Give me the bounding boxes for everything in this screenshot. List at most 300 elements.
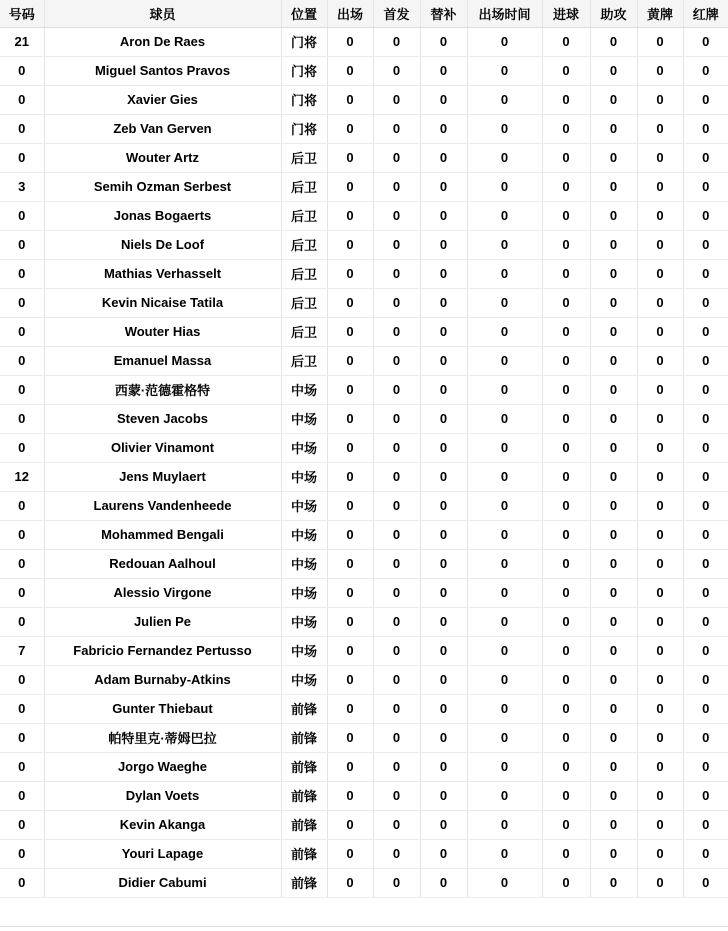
table-row [0,346,728,375]
table-row [0,491,728,520]
cell-red_cards: 0 [683,665,728,694]
cell-starts: 0 [373,201,420,230]
cell-assists: 0 [590,288,637,317]
cell-starts: 0 [373,636,420,665]
cell-minutes: 0 [467,346,542,375]
cell-starts: 0 [373,549,420,578]
cell-yellow_cards: 0 [637,752,683,781]
column-header-minutes: 出场时间 [467,0,542,27]
table-row [0,549,728,578]
table-body [0,27,728,897]
cell-minutes: 0 [467,404,542,433]
cell-red_cards: 0 [683,723,728,752]
cell-minutes: 0 [467,636,542,665]
cell-number: 0 [0,578,44,607]
cell-goals: 0 [542,375,590,404]
cell-appearances: 0 [327,433,373,462]
cell-subs: 0 [420,375,467,404]
cell-assists: 0 [590,636,637,665]
cell-number: 0 [0,114,44,143]
cell-player: Aron De Raes [44,27,281,56]
cell-minutes: 0 [467,549,542,578]
cell-minutes: 0 [467,520,542,549]
cell-number: 0 [0,288,44,317]
cell-goals: 0 [542,56,590,85]
cell-assists: 0 [590,491,637,520]
cell-position: 门将 [281,114,327,143]
cell-assists: 0 [590,172,637,201]
cell-assists: 0 [590,230,637,259]
cell-player: Wouter Artz [44,143,281,172]
cell-player: Niels De Loof [44,230,281,259]
cell-subs: 0 [420,404,467,433]
cell-subs: 0 [420,520,467,549]
table-row [0,636,728,665]
cell-minutes: 0 [467,27,542,56]
cell-starts: 0 [373,259,420,288]
cell-minutes: 0 [467,375,542,404]
cell-player: Dylan Voets [44,781,281,810]
cell-subs: 0 [420,346,467,375]
cell-assists: 0 [590,752,637,781]
cell-goals: 0 [542,636,590,665]
cell-subs: 0 [420,201,467,230]
cell-goals: 0 [542,549,590,578]
column-header-starts: 首发 [373,0,420,27]
cell-player: Kevin Nicaise Tatila [44,288,281,317]
cell-appearances: 0 [327,27,373,56]
cell-position: 前锋 [281,781,327,810]
cell-goals: 0 [542,346,590,375]
cell-starts: 0 [373,27,420,56]
cell-assists: 0 [590,520,637,549]
cell-goals: 0 [542,607,590,636]
cell-number: 0 [0,665,44,694]
cell-red_cards: 0 [683,810,728,839]
cell-yellow_cards: 0 [637,404,683,433]
cell-minutes: 0 [467,288,542,317]
cell-subs: 0 [420,868,467,897]
cell-assists: 0 [590,723,637,752]
cell-player: Wouter Hias [44,317,281,346]
table-row [0,259,728,288]
cell-subs: 0 [420,317,467,346]
table-row [0,433,728,462]
cell-assists: 0 [590,56,637,85]
cell-appearances: 0 [327,839,373,868]
cell-starts: 0 [373,85,420,114]
cell-yellow_cards: 0 [637,201,683,230]
table-row [0,752,728,781]
cell-minutes: 0 [467,259,542,288]
cell-number: 0 [0,810,44,839]
cell-position: 后卫 [281,288,327,317]
cell-number: 0 [0,375,44,404]
cell-number: 0 [0,868,44,897]
cell-number: 7 [0,636,44,665]
cell-yellow_cards: 0 [637,85,683,114]
cell-starts: 0 [373,143,420,172]
cell-number: 0 [0,317,44,346]
cell-yellow_cards: 0 [637,230,683,259]
cell-minutes: 0 [467,752,542,781]
cell-goals: 0 [542,317,590,346]
cell-number: 3 [0,172,44,201]
cell-subs: 0 [420,781,467,810]
cell-goals: 0 [542,810,590,839]
cell-starts: 0 [373,375,420,404]
cell-red_cards: 0 [683,578,728,607]
table-row [0,810,728,839]
cell-yellow_cards: 0 [637,56,683,85]
cell-position: 中场 [281,404,327,433]
column-header-goals: 进球 [542,0,590,27]
table-row [0,578,728,607]
table-row [0,27,728,56]
cell-assists: 0 [590,143,637,172]
cell-minutes: 0 [467,781,542,810]
cell-number: 0 [0,85,44,114]
cell-position: 后卫 [281,201,327,230]
cell-player: Alessio Virgone [44,578,281,607]
cell-appearances: 0 [327,810,373,839]
cell-appearances: 0 [327,520,373,549]
table-row [0,201,728,230]
cell-player: Redouan Aalhoul [44,549,281,578]
cell-red_cards: 0 [683,839,728,868]
cell-yellow_cards: 0 [637,114,683,143]
cell-subs: 0 [420,172,467,201]
table-row [0,56,728,85]
cell-assists: 0 [590,868,637,897]
cell-player: Zeb Van Gerven [44,114,281,143]
cell-position: 中场 [281,636,327,665]
cell-minutes: 0 [467,85,542,114]
cell-red_cards: 0 [683,607,728,636]
cell-yellow_cards: 0 [637,781,683,810]
cell-yellow_cards: 0 [637,288,683,317]
cell-number: 0 [0,259,44,288]
cell-starts: 0 [373,752,420,781]
cell-starts: 0 [373,694,420,723]
cell-player: Adam Burnaby-Atkins [44,665,281,694]
cell-yellow_cards: 0 [637,723,683,752]
cell-yellow_cards: 0 [637,172,683,201]
cell-player: Xavier Gies [44,85,281,114]
cell-assists: 0 [590,578,637,607]
cell-number: 12 [0,462,44,491]
cell-player: Olivier Vinamont [44,433,281,462]
cell-player: Mathias Verhasselt [44,259,281,288]
cell-yellow_cards: 0 [637,491,683,520]
cell-starts: 0 [373,230,420,259]
cell-subs: 0 [420,839,467,868]
cell-appearances: 0 [327,259,373,288]
cell-red_cards: 0 [683,288,728,317]
cell-red_cards: 0 [683,27,728,56]
cell-subs: 0 [420,636,467,665]
cell-minutes: 0 [467,143,542,172]
cell-assists: 0 [590,607,637,636]
cell-red_cards: 0 [683,549,728,578]
cell-red_cards: 0 [683,520,728,549]
cell-goals: 0 [542,27,590,56]
cell-assists: 0 [590,404,637,433]
table-row [0,172,728,201]
cell-goals: 0 [542,868,590,897]
cell-number: 0 [0,404,44,433]
cell-minutes: 0 [467,172,542,201]
cell-appearances: 0 [327,752,373,781]
table-row [0,520,728,549]
cell-subs: 0 [420,230,467,259]
cell-number: 0 [0,491,44,520]
cell-position: 后卫 [281,230,327,259]
cell-player: Fabricio Fernandez Pertusso [44,636,281,665]
table-header-row [0,0,728,27]
cell-appearances: 0 [327,143,373,172]
cell-position: 后卫 [281,172,327,201]
cell-subs: 0 [420,85,467,114]
table-row [0,317,728,346]
cell-appearances: 0 [327,375,373,404]
table-row [0,665,728,694]
cell-subs: 0 [420,607,467,636]
cell-subs: 0 [420,462,467,491]
cell-red_cards: 0 [683,433,728,462]
cell-minutes: 0 [467,810,542,839]
column-header-number: 号码 [0,0,44,27]
cell-number: 0 [0,839,44,868]
table-row [0,230,728,259]
cell-yellow_cards: 0 [637,520,683,549]
cell-red_cards: 0 [683,868,728,897]
cell-position: 前锋 [281,810,327,839]
cell-number: 0 [0,781,44,810]
cell-red_cards: 0 [683,56,728,85]
cell-minutes: 0 [467,578,542,607]
cell-minutes: 0 [467,607,542,636]
cell-player: Mohammed Bengali [44,520,281,549]
cell-goals: 0 [542,578,590,607]
cell-appearances: 0 [327,868,373,897]
cell-yellow_cards: 0 [637,636,683,665]
cell-position: 中场 [281,491,327,520]
cell-position: 中场 [281,433,327,462]
cell-assists: 0 [590,433,637,462]
cell-appearances: 0 [327,723,373,752]
cell-assists: 0 [590,781,637,810]
cell-minutes: 0 [467,317,542,346]
cell-red_cards: 0 [683,259,728,288]
cell-player: Laurens Vandenheede [44,491,281,520]
cell-position: 前锋 [281,868,327,897]
table-row [0,462,728,491]
cell-assists: 0 [590,201,637,230]
cell-red_cards: 0 [683,317,728,346]
cell-starts: 0 [373,433,420,462]
cell-minutes: 0 [467,491,542,520]
cell-position: 中场 [281,578,327,607]
cell-appearances: 0 [327,665,373,694]
table-row [0,868,728,897]
cell-subs: 0 [420,665,467,694]
cell-red_cards: 0 [683,694,728,723]
cell-appearances: 0 [327,636,373,665]
column-header-assists: 助攻 [590,0,637,27]
cell-goals: 0 [542,520,590,549]
cell-number: 0 [0,143,44,172]
cell-yellow_cards: 0 [637,317,683,346]
cell-starts: 0 [373,491,420,520]
cell-goals: 0 [542,288,590,317]
cell-appearances: 0 [327,491,373,520]
cell-red_cards: 0 [683,143,728,172]
cell-yellow_cards: 0 [637,433,683,462]
cell-minutes: 0 [467,230,542,259]
cell-player: Miguel Santos Pravos [44,56,281,85]
table-row [0,288,728,317]
cell-player: 西蒙·范德霍格特 [44,375,281,404]
cell-minutes: 0 [467,433,542,462]
cell-red_cards: 0 [683,201,728,230]
cell-position: 后卫 [281,317,327,346]
cell-starts: 0 [373,839,420,868]
cell-starts: 0 [373,665,420,694]
column-header-yellow_cards: 黄牌 [637,0,683,27]
table-row [0,85,728,114]
cell-subs: 0 [420,433,467,462]
cell-appearances: 0 [327,781,373,810]
cell-appearances: 0 [327,201,373,230]
cell-red_cards: 0 [683,85,728,114]
cell-position: 前锋 [281,839,327,868]
cell-player: Julien Pe [44,607,281,636]
cell-number: 0 [0,694,44,723]
cell-position: 中场 [281,607,327,636]
cell-minutes: 0 [467,56,542,85]
cell-starts: 0 [373,114,420,143]
cell-appearances: 0 [327,549,373,578]
cell-assists: 0 [590,839,637,868]
cell-minutes: 0 [467,868,542,897]
cell-starts: 0 [373,404,420,433]
cell-appearances: 0 [327,607,373,636]
cell-number: 0 [0,56,44,85]
cell-assists: 0 [590,259,637,288]
cell-starts: 0 [373,868,420,897]
cell-assists: 0 [590,549,637,578]
cell-subs: 0 [420,259,467,288]
cell-goals: 0 [542,752,590,781]
cell-yellow_cards: 0 [637,549,683,578]
cell-appearances: 0 [327,85,373,114]
cell-yellow_cards: 0 [637,143,683,172]
cell-player: Steven Jacobs [44,404,281,433]
cell-red_cards: 0 [683,375,728,404]
cell-minutes: 0 [467,839,542,868]
table-row [0,114,728,143]
cell-appearances: 0 [327,114,373,143]
cell-goals: 0 [542,462,590,491]
cell-red_cards: 0 [683,752,728,781]
cell-number: 0 [0,607,44,636]
cell-goals: 0 [542,114,590,143]
table-row [0,375,728,404]
cell-subs: 0 [420,491,467,520]
cell-yellow_cards: 0 [637,462,683,491]
cell-goals: 0 [542,665,590,694]
column-header-subs: 替补 [420,0,467,27]
cell-starts: 0 [373,288,420,317]
cell-position: 中场 [281,549,327,578]
cell-player: Youri Lapage [44,839,281,868]
cell-subs: 0 [420,810,467,839]
table-row [0,839,728,868]
cell-yellow_cards: 0 [637,578,683,607]
cell-assists: 0 [590,114,637,143]
cell-starts: 0 [373,520,420,549]
cell-yellow_cards: 0 [637,868,683,897]
cell-red_cards: 0 [683,462,728,491]
cell-yellow_cards: 0 [637,839,683,868]
cell-minutes: 0 [467,723,542,752]
cell-number: 0 [0,549,44,578]
cell-starts: 0 [373,346,420,375]
cell-subs: 0 [420,114,467,143]
cell-starts: 0 [373,172,420,201]
table-row [0,404,728,433]
cell-subs: 0 [420,56,467,85]
cell-starts: 0 [373,781,420,810]
footer-empty-strip [0,897,728,926]
cell-subs: 0 [420,723,467,752]
cell-assists: 0 [590,346,637,375]
cell-subs: 0 [420,549,467,578]
cell-assists: 0 [590,317,637,346]
cell-starts: 0 [373,578,420,607]
cell-player: Jonas Bogaerts [44,201,281,230]
cell-starts: 0 [373,56,420,85]
cell-red_cards: 0 [683,114,728,143]
cell-player: Jens Muylaert [44,462,281,491]
cell-position: 中场 [281,375,327,404]
cell-goals: 0 [542,723,590,752]
table-row [0,143,728,172]
cell-goals: 0 [542,259,590,288]
cell-minutes: 0 [467,114,542,143]
cell-minutes: 0 [467,694,542,723]
cell-appearances: 0 [327,56,373,85]
cell-appearances: 0 [327,462,373,491]
cell-goals: 0 [542,839,590,868]
cell-subs: 0 [420,143,467,172]
cell-yellow_cards: 0 [637,607,683,636]
cell-player: Didier Cabumi [44,868,281,897]
cell-player: Semih Ozman Serbest [44,172,281,201]
cell-goals: 0 [542,694,590,723]
cell-minutes: 0 [467,201,542,230]
cell-number: 0 [0,346,44,375]
cell-assists: 0 [590,810,637,839]
cell-number: 0 [0,723,44,752]
cell-starts: 0 [373,317,420,346]
cell-position: 后卫 [281,259,327,288]
cell-assists: 0 [590,27,637,56]
cell-yellow_cards: 0 [637,346,683,375]
cell-goals: 0 [542,491,590,520]
cell-starts: 0 [373,462,420,491]
